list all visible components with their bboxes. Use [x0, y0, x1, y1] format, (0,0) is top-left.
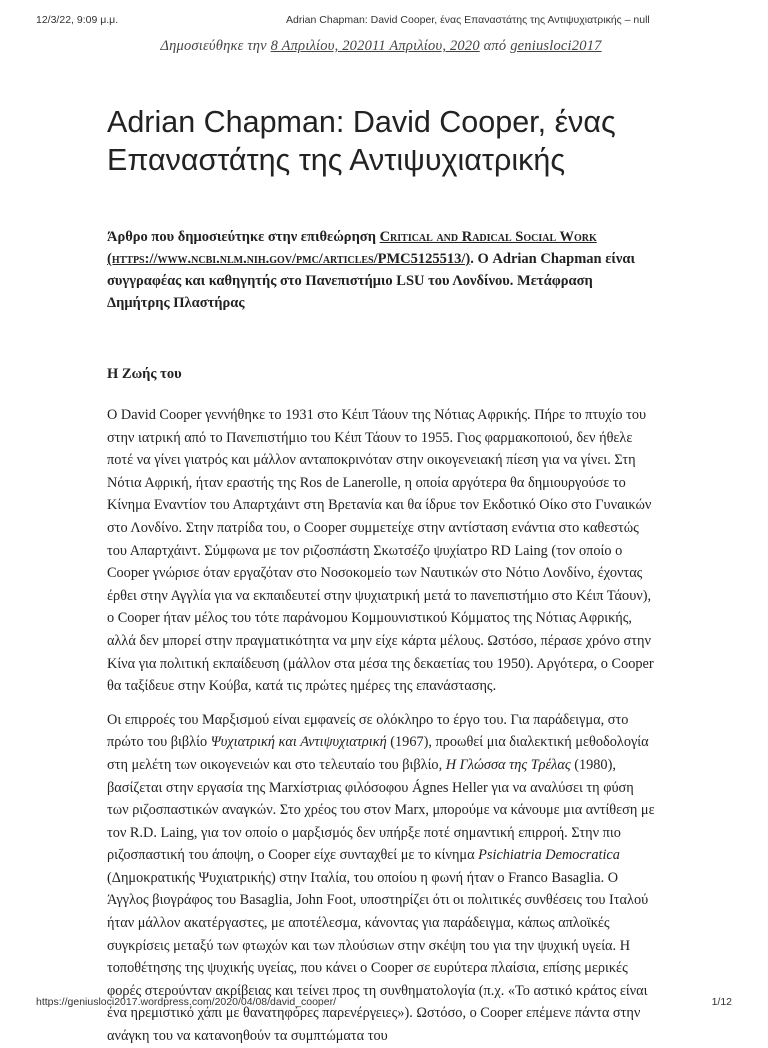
intro-text-after: . Ο Adrian Chapman είναι συγγραφέας και καθηγητής στο Πανεπιστήμιο LSU του Λονδίνου. Μετάφραση Δημήτρης Πλαστήρας	[107, 251, 635, 311]
book-title: Ψυχιατρική και Αντιψυχιατρική	[210, 734, 387, 751]
print-footer	[36, 996, 732, 1012]
paragraph-2-text: (Δημοκρατικής Ψυχιατρικής) στην Ιταλία, του οποίου η φωνή ήταν ο Franco Basaglia. Ο Άγγλος βιογράφος του Basaglia, John Foot, υποστηρίζει ότι οι πολιτικές συνθέσεις του Ιταλού ήταν μάλλον ακατέργαστες, με αποτέλεσμα, κάνοντας για παράδειγμα, κάπως απλοϊκές συγκρίσεις μεταξύ των φτωχών και των πλούσιων στην σκέψη του για την ψυχική υγεία. Η τοποθέτησης της ψυχικής υγείας, που κάνει ο Cooper σε ευρύτερα πλαίσια, επίσης μερικές φορές στερούνταν ακρίβειας και τείνει προς τη συνθηματολογία (π.χ. «Το αστικό κράτος είναι ένα ηρεμιστικό χάπι με θανατηφόρες παρενέργειες»). Ωστόσο, ο Cooper επέμενε πάντα στην ανάγκη του να κατανοηθούν τα συμπτώματα του	[107, 869, 649, 1045]
author-link[interactable]: geniusloci2017	[510, 38, 602, 54]
journal-link[interactable]: Critical and Radical Social Work (https://www.ncbi.nlm.nih.gov/pmc/articles/PMC5125513/)	[107, 229, 597, 267]
print-datetime: 12/3/22, 9:09 μ.μ.	[36, 14, 119, 26]
print-header	[36, 14, 732, 30]
movement-name: Psichiatria Democratica	[478, 847, 620, 864]
book-title: Η Γλώσσα της Τρέλας	[445, 756, 571, 773]
paragraph-2-text: (1980), βασίζεται στην εργασία της Marxίστριας φιλόσοφου Ágnes Heller για να αναλύσει τη φύση των ριζοσπαστικών αναγκών. Στο χρέος του στον Marx, μπορούμε να κάνουμε μια αντίθεση με τον R.D. Laing, για τον οποίο ο μαρξισμός δεν υπήρξε ποτέ σημαντική επιρροή. Στην πιο ριζοσπαστική του άποψη, ο Cooper είχε συνταχθεί με το κίνημα	[107, 756, 655, 864]
body-paragraph-1: Ο David Cooper γεννήθηκε το 1931 στο Κέιπ Τάουν της Νότιας Αφρικής. Πήρε το πτυχίο του στην ιατρική από το Πανεπιστήμιο του Κέιπ Τάουν το 1955. Γιος φαρμακοποιού, δεν ήθελε ποτέ να γίνει γιατρός και μάλλον ανταποκρινόταν στην οικογενειακή πίεση για να γίνει. Στη Νότια Αφρική, ήταν εραστής της Ros de Lanerolle, η οποία αργότερα θα δημιουργούσε το Κίνημα Εναντίον του Απαρτχάιντ στη Βρετανία και θα ίδρυε τον Εκδοτικό Οίκο στο Γυναικών στο Λονδίνο. Στην πατρίδα του, ο Cooper συμμετείχε στην αντίσταση ενάντια στο καθεστώς του Απαρτχάιντ. Σύμφωνα με τον ριζοσπάστη Σκωτσέζο ψυχίατρο RD Laing (τον οποίο ο Cooper γνώρισε όταν εργαζόταν στο Νοσοκομείο των Ναυτικών στο Νότιο Λονδίνο, έχοντας έρθει στην Αγγλία για να εκπαιδευτεί στην ψυχιατρική μετά το πανεπιστήμιο στο Κέιπ Τάουν), ο Cooper ήταν μέλος του τότε παράνομου Κομμουνιστικού Κόμματος της Νότιας Αφρικής, αλλά δεν μπορεί στην πραγματικότητα να μην είχε κάρτα μέλους. Ωστόσο, πέρασε χρόνο στην Κίνα για πολιτική εκπαίδευση (μάλλον στα μέσα της δεκαετίας του 1950). Αργότερα, ο Cooper θα ταξίδευε στην Κούβα, κατά τις πρώτες ημέρες της επανάστασης.	[107, 407, 654, 695]
paragraph-2-text: (1967), προωθεί μια διαλεκτική μεθοδολογία στη μελέτη των οικογενειών και στο τελευταίο του βιβλίο,	[107, 734, 649, 773]
print-page-title: Adrian Chapman: David Cooper, ένας Επαναστάτης της Αντιψυχιατρικής – null	[286, 14, 650, 26]
page-number: 1/12	[711, 996, 732, 1008]
intro-text-before: Άρθρο που δημοσιεύτηκε στην επιθεώρηση	[107, 229, 380, 245]
post-date-link[interactable]: 8 Απριλίου, 202011 Απριλίου, 2020	[270, 38, 480, 54]
print-url: https://geniusloci2017.wordpress.com/2020/04/08/david_cooper/	[36, 996, 337, 1008]
meta-by: από	[479, 38, 511, 54]
paragraph-2-text: Οι επιρροές του Μαρξισμού είναι εμφανείς σε ολόκληρο το έργο του. Για παράδειγμα, στο πρώτο του βιβλίο	[107, 711, 629, 751]
article	[107, 38, 655, 1048]
section-heading: Η Ζωής του	[107, 366, 182, 382]
meta-prefix: Δημοσιεύθηκε την	[160, 38, 271, 54]
post-meta	[107, 38, 655, 55]
post-title: Adrian Chapman: David Cooper, ένας Επαναστάτης της Αντιψυχιατρικής	[107, 105, 616, 177]
intro-paragraph	[107, 226, 655, 314]
